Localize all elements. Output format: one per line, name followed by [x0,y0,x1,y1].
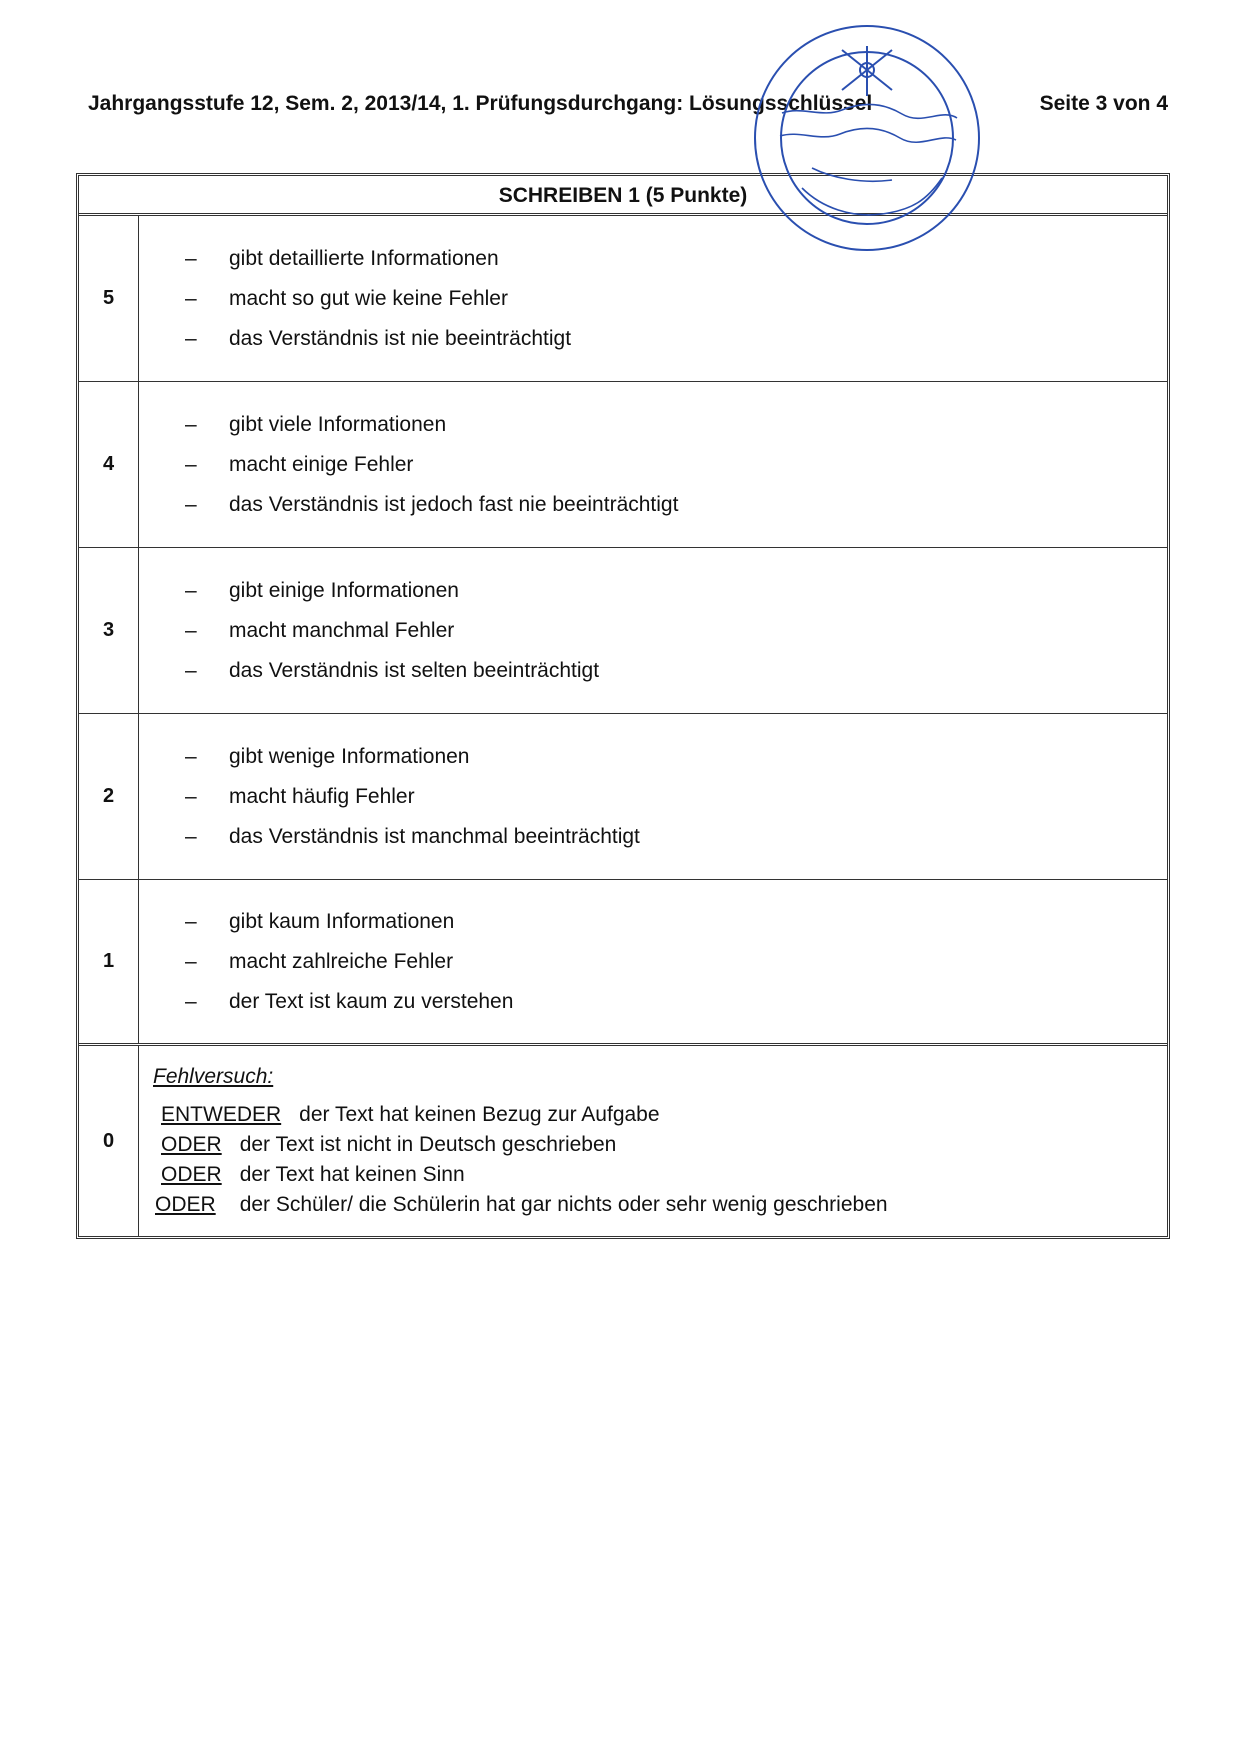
fehlversuch-label: Fehlversuch: [153,1065,274,1088]
criteria-cell [139,880,1167,1043]
page-header [88,92,1168,122]
criterion-text: das Verständnis ist selten beeinträchtigt [229,658,600,682]
criterion-text: macht zahlreiche Fehler [229,949,454,973]
option-keyword: ENTWEDER [161,1103,282,1126]
criterion: – macht einige Fehler [185,445,1167,485]
criterion-text: macht häufig Fehler [229,784,415,808]
criterion-text: gibt wenige Informationen [229,744,470,768]
option-text: der Text hat keinen Bezug zur Aufgabe [299,1103,660,1126]
criterion-text: gibt einige Informationen [229,578,459,602]
rubric-title: SCHREIBEN 1 (5 Punkte) [79,176,1167,216]
level-row [79,548,1167,714]
criterion: – macht so gut wie keine Fehler [185,279,1167,319]
criterion-text: das Verständnis ist nie beeinträchtigt [229,326,572,350]
level-row [79,714,1167,880]
score-cell: 0 [79,1046,139,1236]
criterion-text: macht einige Fehler [229,452,414,476]
score-cell: 3 [79,548,139,713]
criterion: – gibt wenige Informationen [185,737,1167,777]
criterion: – gibt einige Informationen [185,571,1167,611]
criteria-cell [139,216,1167,381]
official-stamp [742,18,992,258]
option-keyword: ODER [161,1133,222,1156]
fehlversuch-cell [139,1046,1167,1236]
fail-option [153,1100,1167,1130]
criterion: – das Verständnis ist jedoch fast nie beeinträchtigt [185,485,1167,525]
rubric-table [76,173,1170,1239]
criterion: – macht manchmal Fehler [185,611,1167,651]
fail-option [153,1190,1167,1220]
criterion-text: der Text ist kaum zu verstehen [229,989,514,1013]
criterion: – das Verständnis ist selten beeinträchtigt [185,651,1167,691]
criterion-text: gibt kaum Informationen [229,909,455,933]
option-text: der Text ist nicht in Deutsch geschrieben [239,1133,617,1156]
header-title: Jahrgangsstufe 12, Sem. 2, 2013/14, 1. Prüfungsdurchgang: Lösungsschlüssel [88,92,873,115]
level-row [79,382,1167,548]
fail-option [153,1160,1167,1190]
criteria-cell [139,548,1167,713]
criterion: – gibt kaum Informationen [185,902,1167,942]
score-cell: 4 [79,382,139,547]
level-row-zero [79,1046,1167,1236]
criteria-cell [139,714,1167,879]
criteria-cell [139,382,1167,547]
score-cell: 1 [79,880,139,1043]
page-number: Seite 3 von 4 [1039,92,1168,115]
level-row [79,216,1167,382]
level-row [79,880,1167,1046]
criterion-text: gibt detaillierte Informationen [229,246,499,270]
criterion: – gibt detaillierte Informationen [185,239,1167,279]
option-keyword: ODER [155,1193,216,1216]
criterion: – der Text ist kaum zu verstehen [185,982,1167,1022]
criterion-text: macht manchmal Fehler [229,618,455,642]
criterion: – macht häufig Fehler [185,777,1167,817]
criterion: – das Verständnis ist manchmal beeinträchtigt [185,817,1167,857]
criterion: – gibt viele Informationen [185,405,1167,445]
option-text: der Text hat keinen Sinn [239,1163,465,1186]
score-cell: 2 [79,714,139,879]
score-cell: 5 [79,216,139,381]
option-keyword: ODER [161,1163,222,1186]
criterion-text: das Verständnis ist manchmal beeinträchtigt [229,824,640,848]
criterion-text: gibt viele Informationen [229,412,447,436]
criterion-text: macht so gut wie keine Fehler [229,286,508,310]
criterion-text: das Verständnis ist jedoch fast nie beeinträchtigt [229,492,679,516]
criterion: – das Verständnis ist nie beeinträchtigt [185,319,1167,359]
fail-option [153,1130,1167,1160]
option-text: der Schüler/ die Schülerin hat gar nichts oder sehr wenig geschrieben [239,1193,888,1216]
criterion: – macht zahlreiche Fehler [185,942,1167,982]
